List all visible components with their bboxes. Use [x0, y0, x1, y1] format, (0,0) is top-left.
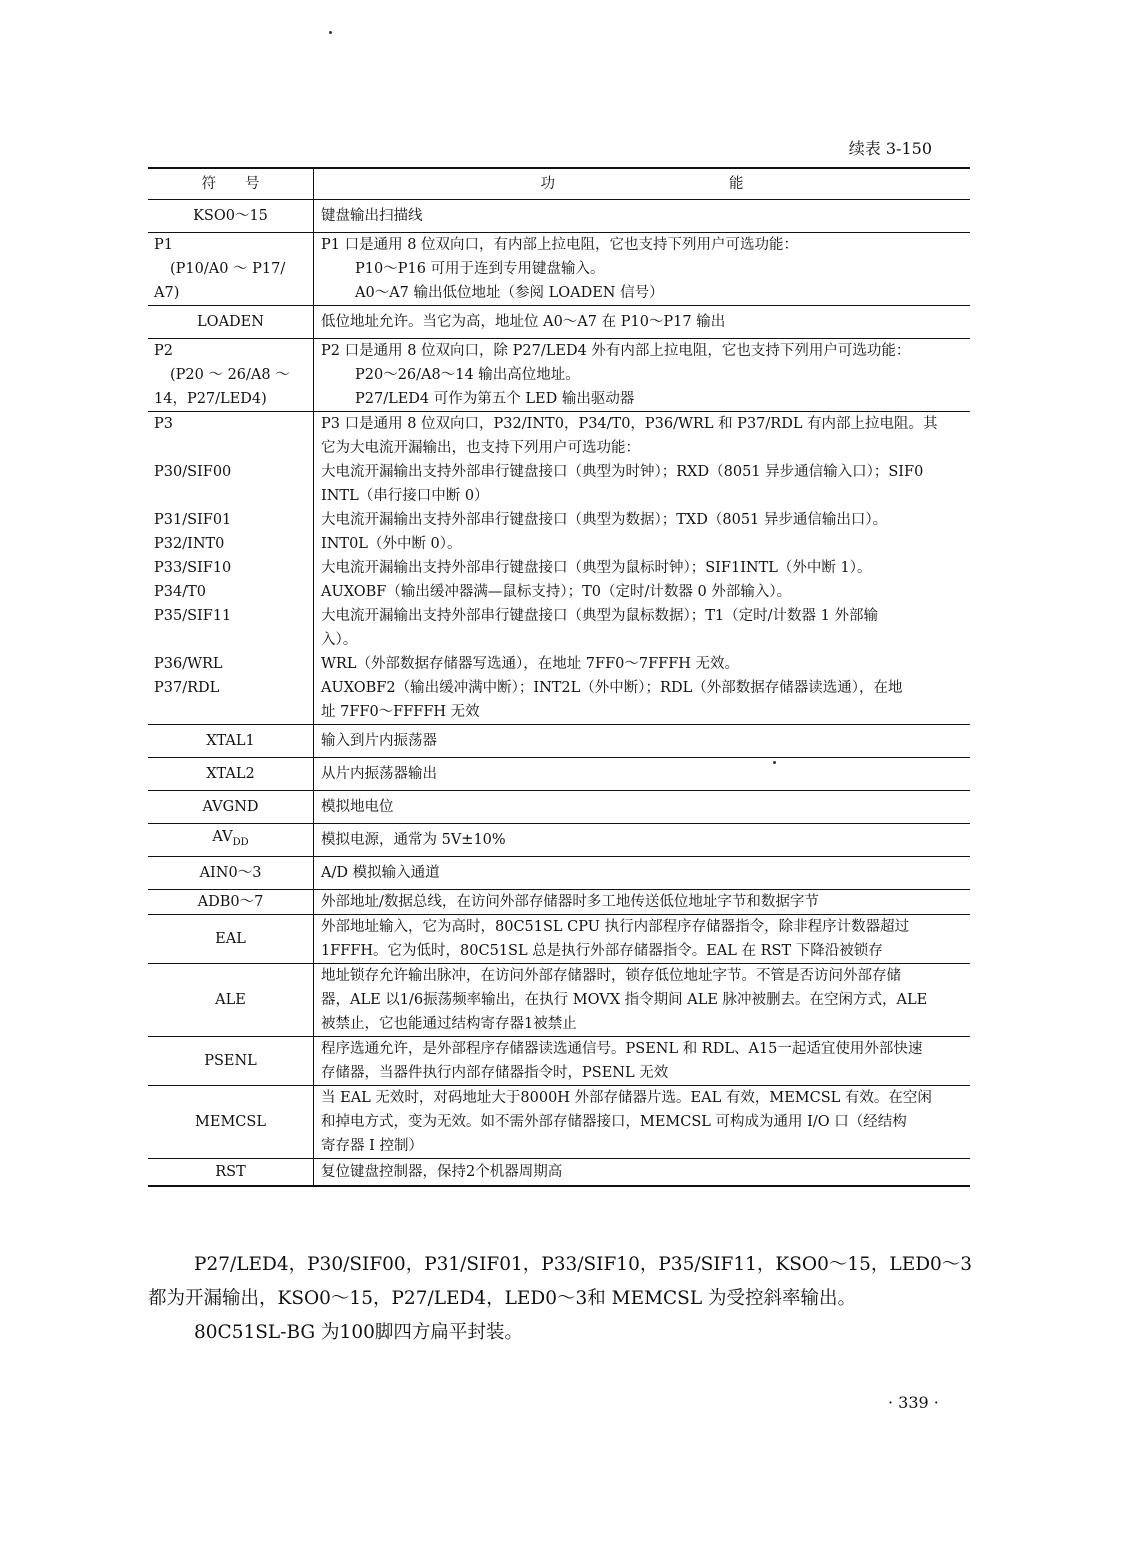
paragraph: P27/LED4，P30/SIF00，P31/SIF01，P33/SIF10，P35/SIF11，KSO0～15，LED0～3都为开漏输出，KSO0～15，P27/LED4，LED0～3和 MEMCSL 为受控斜率输出。 — [148, 1254, 973, 1309]
table-row — [148, 1086, 970, 1159]
function-cell — [314, 412, 971, 725]
function-line: 当 EAL 无效时，对码地址大于8000H 外部存储器片选。EAL 有效，MEMCSL 有效。在空闲 — [321, 1090, 932, 1106]
table-row — [148, 725, 970, 758]
function-cell: 复位键盘控制器，保持2个机器周期高 — [314, 1159, 971, 1187]
function-line: AUXOBF（输出缓冲器满—鼠标支持）；T0（定时/计数器 0 外部输入）。 — [321, 584, 792, 600]
function-line: 大电流开漏输出支持外部串行键盘接口（典型为鼠标时钟）；SIF1INTL（外中断 1）。 — [321, 560, 872, 576]
symbol-cell — [148, 233, 314, 306]
table-row — [148, 964, 970, 1037]
symbol-line: P37/RDL — [154, 680, 220, 696]
function-cell: 模拟地电位 — [314, 791, 971, 824]
symbol-cell: ALE — [148, 964, 314, 1037]
symbol-cell: LOADEN — [148, 306, 314, 339]
paragraph: 80C51SL-BG 为100脚四方扁平封装。 — [194, 1322, 523, 1343]
function-cell — [314, 915, 971, 964]
function-line: P2 口是通用 8 位双向口，除 P27/LED4 外有内部上拉电阻，它也支持下列用户可选功能： — [321, 343, 911, 359]
table-row — [148, 200, 970, 233]
table-row — [148, 758, 970, 791]
pin-function-table — [148, 167, 970, 1187]
function-cell: 从片内振荡器输出 — [314, 758, 971, 791]
symbol-cell: EAL — [148, 915, 314, 964]
scan-speck — [329, 31, 332, 34]
function-line: 大电流开漏输出支持外部串行键盘接口（典型为鼠标数据）；T1（定时/计数器 1 外部输 — [321, 608, 878, 624]
function-line: P20～26/A8～14 输出高位地址。 — [355, 367, 580, 383]
table-row — [148, 412, 970, 725]
symbol-line: P2 — [154, 343, 173, 359]
symbol-line: (P20 ～ 26/A8 ～ — [170, 367, 290, 383]
symbol-line: P3 — [154, 416, 173, 432]
function-line: 外部地址输入，它为高时，80C51SL CPU 执行内部程序存储器指令，除非程序计数器超过 — [321, 919, 910, 935]
table-row — [148, 339, 970, 412]
function-line: WRL（外部数据存储器写选通），在地址 7FF0～7FFFH 无效。 — [321, 656, 740, 672]
function-line: 被禁止，它也能通过结构寄存器1被禁止 — [321, 1016, 577, 1032]
symbol-cell: PSENL — [148, 1037, 314, 1086]
function-cell — [314, 233, 971, 306]
symbol-line — [148, 628, 313, 652]
function-line: 存储器，当器件执行内部存储器指令时，PSENL 无效 — [321, 1065, 669, 1081]
function-cell: 键盘输出扫描线 — [314, 200, 971, 233]
page-number: · 339 · — [888, 1393, 939, 1412]
symbol-line: 14，P27/LED4) — [154, 391, 267, 407]
function-line: 大电流开漏输出支持外部串行键盘接口（典型为时钟）；RXD（8051 异步通信输入口）；SIF0 — [321, 464, 924, 480]
table-row — [148, 1159, 970, 1187]
function-cell: A/D 模拟输入通道 — [314, 857, 971, 890]
symbol-cell: AIN0～3 — [148, 857, 314, 890]
symbol-line: A7) — [154, 285, 180, 301]
symbol-line: P30/SIF00 — [154, 464, 232, 480]
function-line: P3 口是通用 8 位双向口，P32/INT0，P34/T0，P36/WRL 和 P37/RDL 有内部上拉电阻。其 — [321, 416, 938, 432]
function-cell — [314, 1037, 971, 1086]
symbol-line — [148, 700, 313, 724]
function-cell: 输入到片内振荡器 — [314, 725, 971, 758]
table-row — [148, 233, 970, 306]
function-line: 地址锁存允许输出脉冲，在访问外部存储器时，锁存低位地址字节。不管是否访问外部存储 — [321, 968, 901, 984]
function-line: 它为大电流开漏输出，也支持下列用户可选功能： — [321, 440, 640, 456]
function-line: 寄存器 I 控制） — [321, 1138, 423, 1154]
function-line: P27/LED4 可作为第五个 LED 输出驱动器 — [355, 391, 635, 407]
function-line: AUXOBF2（输出缓冲满中断）；INT2L（外中断）；RDL（外部数据存储器读选通），在地 — [321, 680, 903, 696]
function-cell — [314, 964, 971, 1037]
body-text — [148, 1248, 974, 1350]
function-cell: 模拟电源，通常为 5V±10% — [314, 824, 971, 857]
symbol-cell: RST — [148, 1159, 314, 1187]
table-row — [148, 1037, 970, 1086]
symbol-cell — [148, 412, 314, 725]
scan-speck — [773, 761, 776, 764]
symbol-line: P1 — [154, 237, 173, 253]
header-symbol: 符 号 — [148, 168, 314, 200]
function-line: 程序选通允许，是外部程序存储器读选通信号。PSENL 和 RDL、A15一起适宜使用外部快速 — [321, 1041, 923, 1057]
function-line: 和掉电方式，变为无效。如不需外部存储器接口，MEMCSL 可构成为通用 I/O 口（经结构 — [321, 1114, 907, 1130]
function-line: 大电流开漏输出支持外部串行键盘接口（典型为数据）；TXD（8051 异步通信输出口）。 — [321, 512, 888, 528]
symbol-cell: MEMCSL — [148, 1086, 314, 1159]
function-line: 址 7FF0～FFFFH 无效 — [321, 704, 480, 720]
function-line: P10～P16 可用于连到专用键盘输入。 — [355, 261, 605, 277]
symbol-line: P35/SIF11 — [154, 608, 232, 624]
function-line: P1 口是通用 8 位双向口，有内部上拉电阻，它也支持下列用户可选功能： — [321, 237, 799, 253]
table-row — [148, 915, 970, 964]
symbol-cell: ADB0～7 — [148, 890, 314, 915]
function-line: 入）。 — [321, 632, 358, 648]
symbol-subscript: DD — [232, 836, 249, 848]
function-line: INTL（串行接口中断 0） — [321, 488, 489, 504]
symbol-line: P36/WRL — [154, 656, 223, 672]
symbol-cell: XTAL1 — [148, 725, 314, 758]
symbol-line: (P10/A0 ～ P17/ — [170, 261, 286, 277]
table-header-row — [148, 168, 970, 200]
symbol-line: P33/SIF10 — [154, 560, 232, 576]
symbol-line: P34/T0 — [154, 584, 206, 600]
symbol-cell: KSO0～15 — [148, 200, 314, 233]
symbol-text: AV — [212, 829, 233, 846]
symbol-line — [148, 484, 313, 508]
symbol-line: P32/INT0 — [154, 536, 225, 552]
table-row — [148, 824, 970, 857]
symbol-cell — [148, 339, 314, 412]
table-row — [148, 306, 970, 339]
symbol-cell: XTAL2 — [148, 758, 314, 791]
function-line: 1FFFH。它为低时，80C51SL 总是执行外部存储器指令。EAL 在 RST 下降沿被锁存 — [321, 943, 883, 959]
table-row — [148, 791, 970, 824]
symbol-line — [148, 436, 313, 460]
function-line: 器，ALE 以1/6振荡频率输出，在执行 MOVX 指令期间 ALE 脉冲被删去。在空闲方式，ALE — [321, 992, 928, 1008]
header-function: 功 能 — [314, 168, 971, 200]
table-caption: 续表 3-150 — [848, 139, 932, 158]
function-cell: 外部地址/数据总线，在访问外部存储器时多工地传送低位地址字节和数据字节 — [314, 890, 971, 915]
function-cell — [314, 339, 971, 412]
table-row — [148, 890, 970, 915]
symbol-cell — [148, 824, 314, 857]
function-line: INT0L（外中断 0）。 — [321, 536, 462, 552]
symbol-cell: AVGND — [148, 791, 314, 824]
table-row — [148, 857, 970, 890]
function-cell: 低位地址允许。当它为高，地址位 A0～A7 在 P10～P17 输出 — [314, 306, 971, 339]
function-line: A0～A7 输出低位地址（参阅 LOADEN 信号） — [355, 285, 664, 301]
function-cell — [314, 1086, 971, 1159]
symbol-line: P31/SIF01 — [154, 512, 232, 528]
